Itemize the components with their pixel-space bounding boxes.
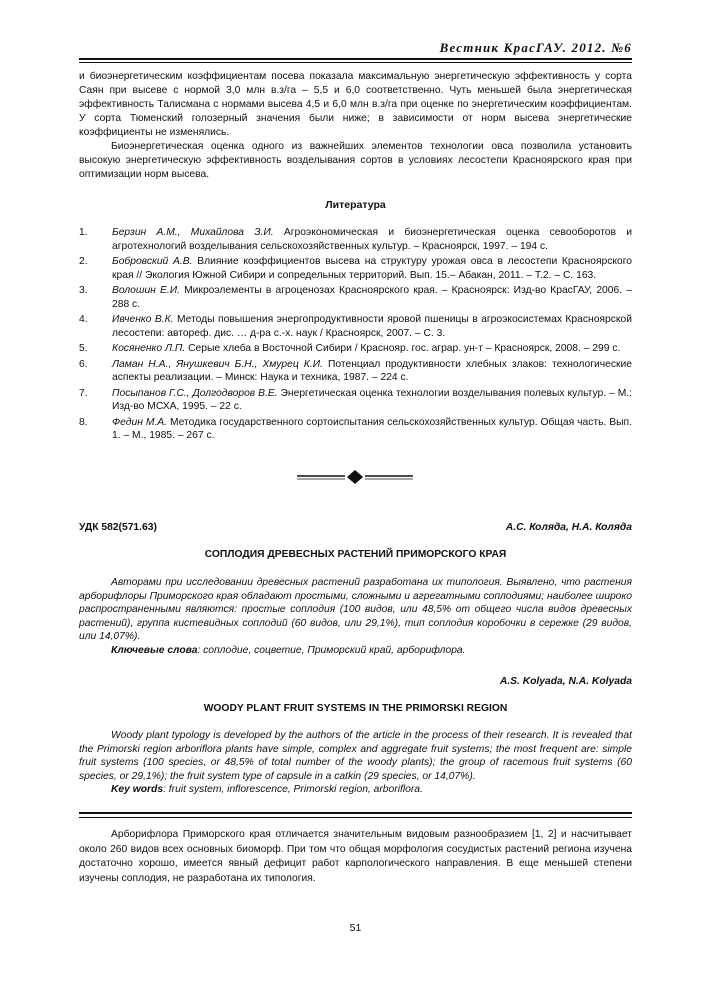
abstract-en: [79, 729, 632, 797]
header-rule: [79, 58, 632, 60]
reference-author: Косяненко Л.П.: [112, 343, 186, 354]
reference-text: Методы повышения энергопродуктивности яровой пшеницы в агроэкосистемах Красноярской лесостепи: автореф. дис. … д-ра с.-х. наук / Красноярск, 2007. – С. 3.: [112, 314, 632, 339]
abstract-ru: [79, 576, 632, 657]
reference-item: [79, 358, 632, 385]
article-title-ru: СОПЛОДИЯ ДРЕВЕСНЫХ РАСТЕНИЙ ПРИМОРСКОГО КРАЯ: [204, 549, 507, 560]
reference-text: Влияние коэффициентов высева на структуру урожая овса в лесостепи Красноярского края // Экология Южной Сибири и сопредельных территорий. Вып. 15.– Абакан, 2011. – Т.2. – С. 163.: [112, 256, 633, 281]
reference-number: 5.: [79, 343, 88, 354]
reference-text: Агроэкономическая и биоэнергетическая оценка севооборотов и агротехнологий возделывания сельскохозяйственных культур. – Красноярск, 1997. – 194 с.: [112, 227, 632, 252]
reference-text: Микроэлементы в агроценозах Красноярского края. – Красноярск: Изд-во КрасГАУ, 2006. – 288 с.: [112, 285, 632, 310]
reference-item: [79, 313, 632, 340]
reference-list: [79, 226, 632, 445]
abstract-rule-thin: [79, 817, 632, 818]
udk-row: [79, 522, 632, 533]
article-body: [79, 828, 632, 886]
keywords-label-ru: Ключевые слова: [111, 644, 198, 656]
reference-author: Бобровский А.В.: [112, 256, 193, 267]
reference-item: [79, 255, 632, 282]
running-header: Вестник КрасГАУ. 2012. №6: [439, 40, 632, 55]
reference-author: Посыпанов Г.С., Долгодворов В.Е.: [112, 387, 278, 399]
reference-number: 3.: [79, 285, 88, 296]
reference-item: [79, 284, 632, 311]
reference-author: Волошин Е.И.: [112, 285, 180, 296]
reference-text: Серые хлеба в Восточной Сибири / Краснояр. гос. аграр. ун-т – Красноярск, 2008. – 299 с.: [185, 343, 621, 354]
abstract-rule: [79, 812, 632, 814]
reference-text: Энергетическая оценка технологии возделывания полевых культур. – М.: Изд-во МСХА, 1995. – 22 с.: [112, 387, 632, 412]
reference-item: [79, 387, 632, 414]
abstract-text-ru: Авторами при исследовании древесных растений разработана их типология. Выявлено, что растения арборифлоры Приморского края обладают простыми, сложными и агрегатными соплодиями; наиболее широко распространенными являются: простые соплодия (100 видов, или 48,5% от общего числа видов древесных растений), группа кистевидных соплодий (60 видов, или 29,1%), тип соплодия коробочки в сережке (29 видов, или 14,07%).: [79, 577, 632, 642]
reference-number: 7.: [79, 387, 88, 399]
authors-en: A.S. Kolyada, N.A. Kolyada: [499, 676, 632, 687]
page-number: 51: [349, 922, 362, 934]
paragraph: Биоэнергетическая оценка одного из важнейших элементов технологии овса позволила установить высокую энергетическую эффективность возделывания сортов в условиях лесостепи Красноярского края при оптимизации норм высева.: [79, 141, 632, 180]
keywords-en: [79, 783, 632, 797]
reference-number: 1.: [79, 227, 88, 238]
reference-number: 4.: [79, 314, 88, 325]
reference-item: [79, 342, 632, 356]
reference-author: Федин М.А.: [112, 416, 167, 428]
keywords-text-ru: : соплодие, соцветие, Приморский край, арборифлора.: [197, 644, 466, 656]
literature-heading: Литература: [325, 199, 386, 211]
paragraph: Арборифлора Приморского края отличается значительным видовым разнообразием [1, 2] и насчитывает около 260 видов всех основных биоморф. При том что общая морфология сосудистых растений региона изучена достаточно хорошо, имеется явный дефицит работ карпологического направления. В еще меньшей степени изучены соплодия, не разработана их типология.: [79, 829, 632, 884]
article-title-en: WOODY PLANT FRUIT SYSTEMS IN THE PRIMORSKI REGION: [203, 703, 508, 714]
reference-author: Ламан Н.А., Янушкевич Б.Н., Хмурец К.И.: [112, 358, 323, 370]
keywords-text-en: : fruit system, inflorescence, Primorski region, arboriflora.: [163, 784, 423, 795]
reference-text: Методика государственного сортоиспытания сельскохозяйственных культур. Общая часть. Вып. 1. – М., 1985. – 267 с.: [112, 416, 632, 441]
reference-number: 2.: [79, 256, 88, 267]
keywords-ru: [79, 644, 632, 658]
udk-code: УДК 582(571.63): [79, 522, 157, 533]
section-divider-ornament: [297, 470, 413, 484]
reference-item: [79, 416, 632, 443]
journal-page: [79, 0, 632, 1003]
abstract-text-en: Woody plant typology is developed by the authors of the article in the process of their research. It is revealed that the Primorski region arboriflora plants have simple, complex and aggregate fruit systems; the most frequent are: simple fruit systems (100 species, or 48,5% of total number of the woody plants); the group of racemous fruit systems (60 species, or 29,1%); the fruit system type of capsule in a catkin (29 species, or 14,07%).: [79, 730, 632, 782]
reference-item: [79, 226, 632, 253]
header-rule-thin: [79, 62, 632, 63]
reference-number: 8.: [79, 416, 88, 428]
reference-author: Ивченко В.К.: [112, 314, 174, 325]
reference-text: Потенциал продуктивности хлебных злаков: технологические аспекты реализации. – Минск: Наука и техника, 1987. – 224 с.: [112, 358, 632, 383]
reference-author: Берзин А.М., Михайлова З.И.: [112, 227, 274, 238]
authors-ru: А.С. Коляда, Н.А. Коляда: [505, 522, 632, 533]
keywords-label-en: Key words: [111, 784, 164, 795]
paragraph: и биоэнергетическим коэффициентам посева показала максимальную энергетическую эффективность у сорта Саян при высеве с нормой 3,0 млн в.з/га – 5,5 и 6,0 соответственно. Чуть меньшей была энергетическая эффективность Талисмана с нормами высева 4,5 и 6,0 млн в.з/га при оценке по энергетическим коэффициентам. У сорта Тюменский голозерный значения были ниже; в зависимости от норм высева энергетические коэффициенты не изменялись.: [79, 71, 632, 138]
previous-article-conclusion: [79, 70, 632, 182]
reference-number: 6.: [79, 358, 88, 370]
